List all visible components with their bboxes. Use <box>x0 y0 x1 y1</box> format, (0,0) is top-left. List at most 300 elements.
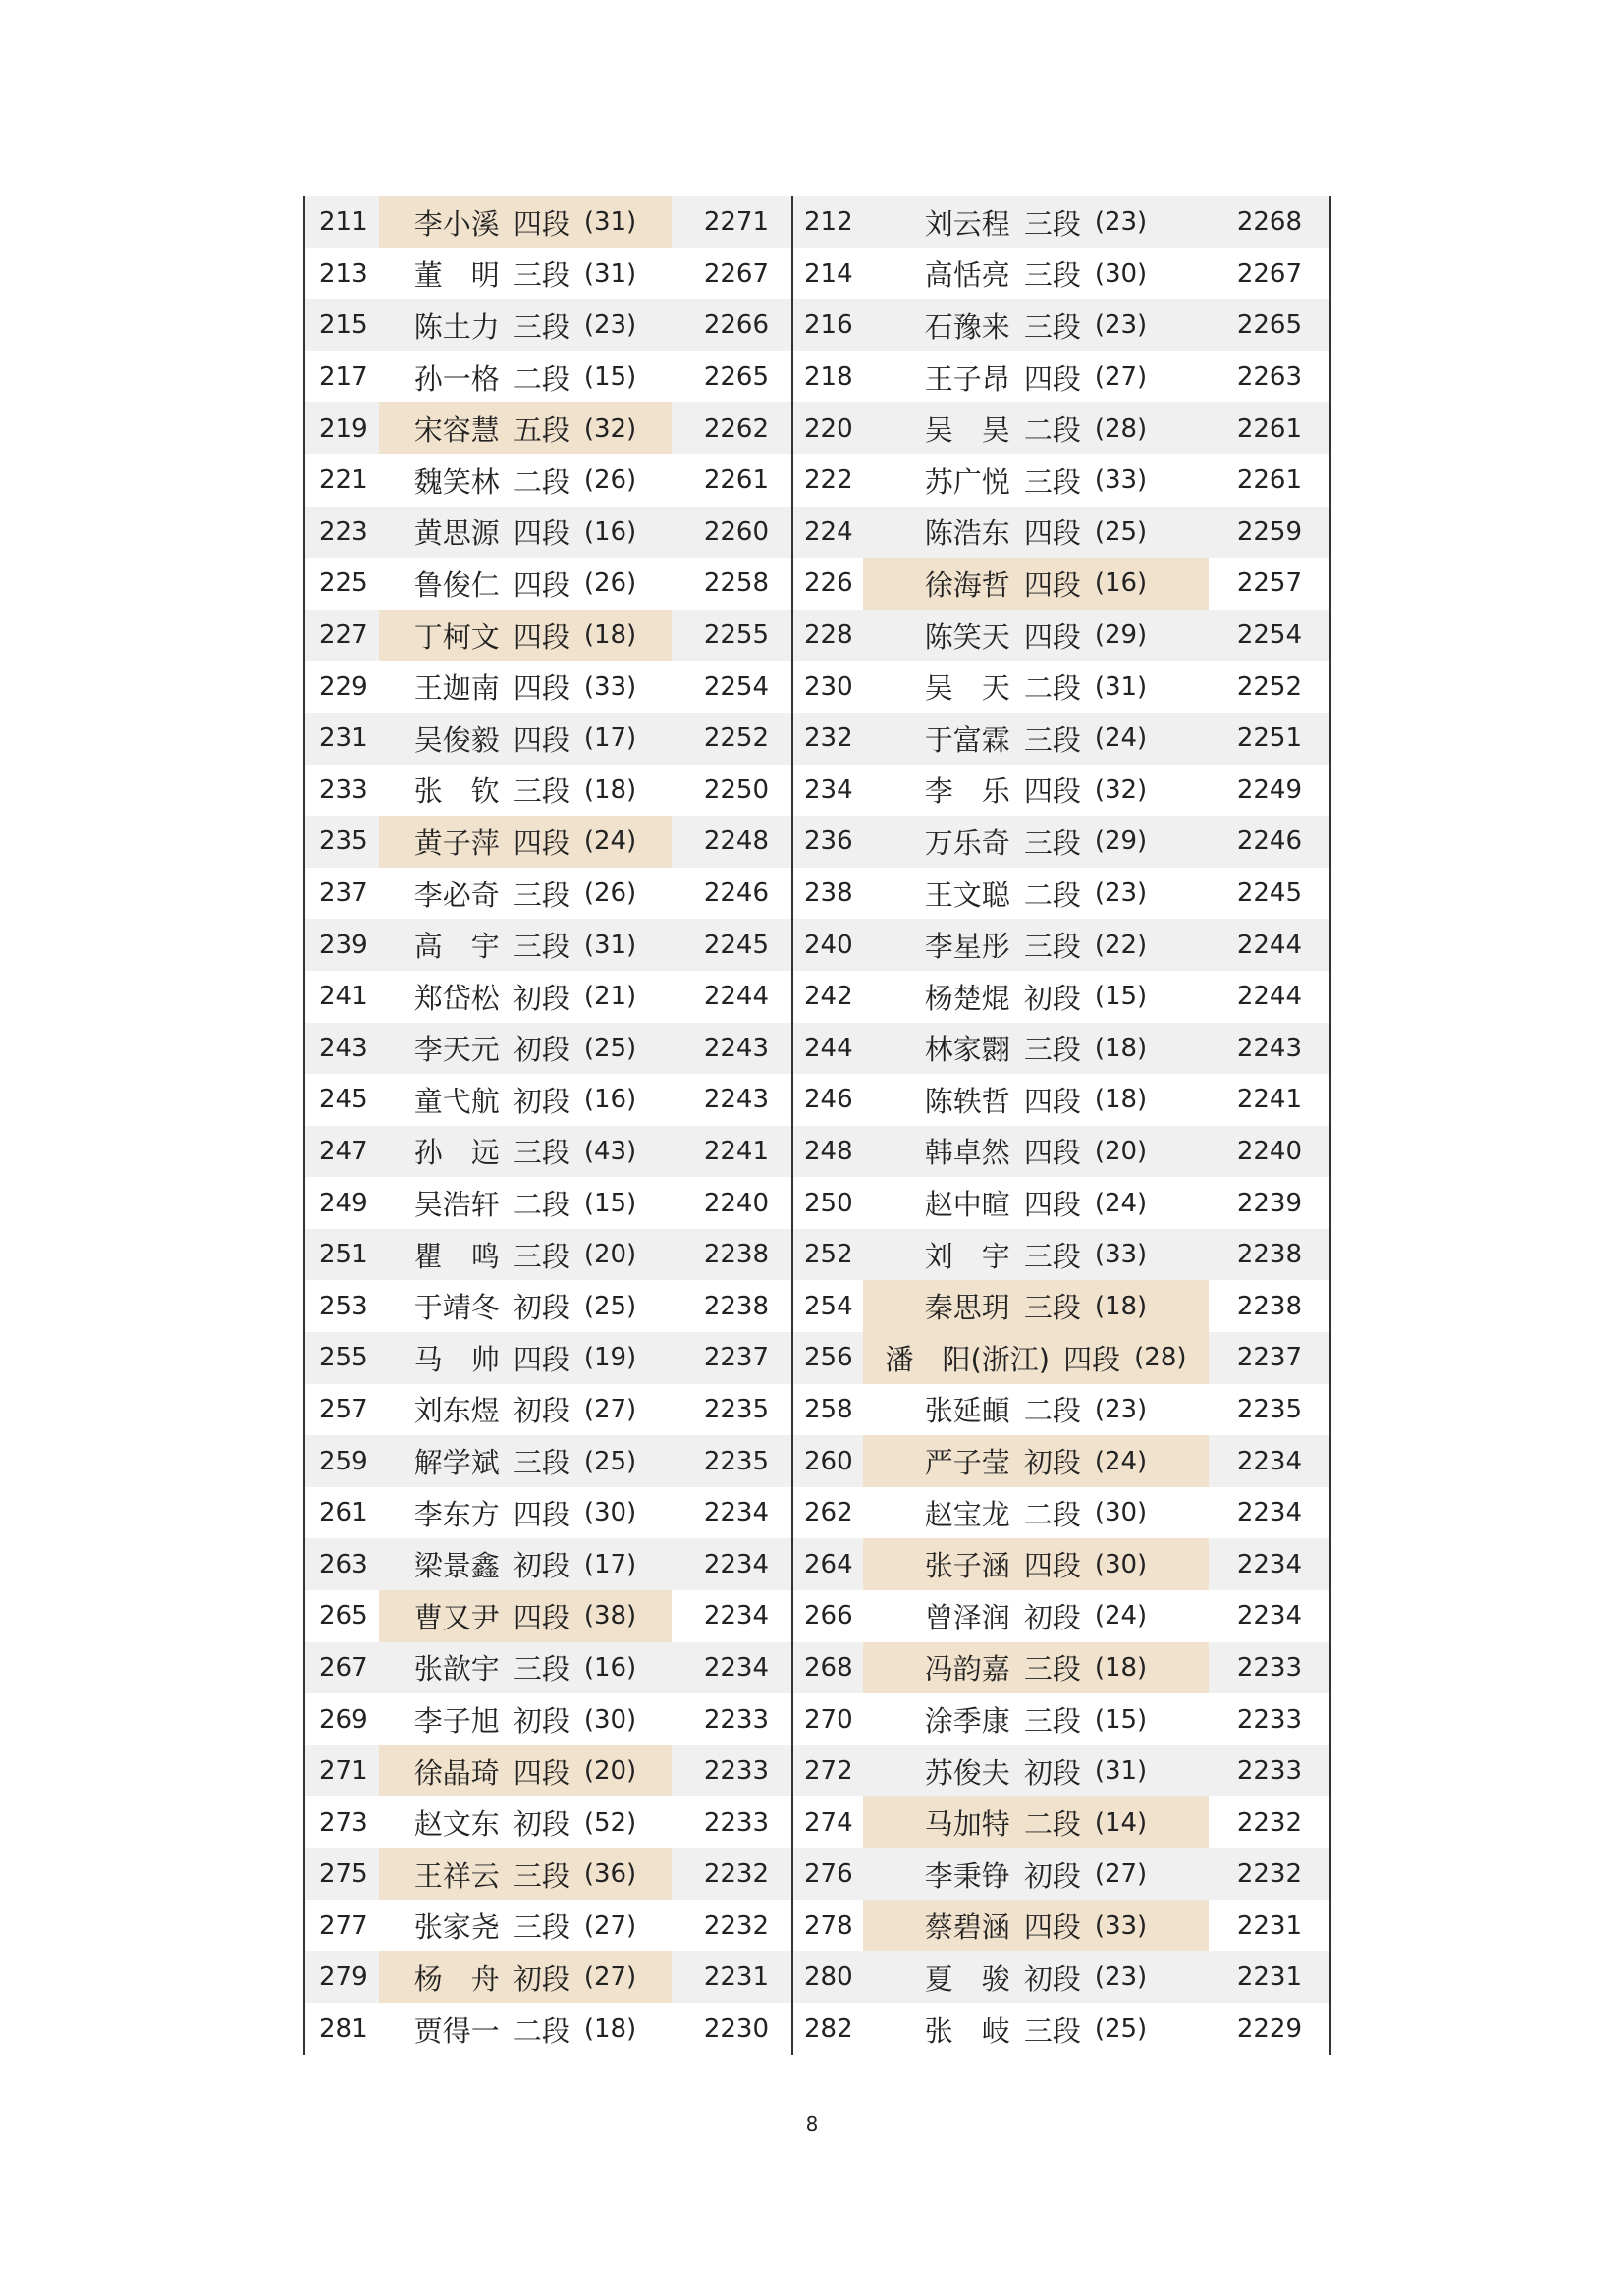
rank: 245 <box>319 1085 368 1115</box>
dan-rank: 二段 <box>1023 671 1081 706</box>
player-cell <box>863 816 1209 868</box>
rank: 249 <box>319 1188 368 1218</box>
rank: 252 <box>804 1240 853 1270</box>
dan-rank: 初段 <box>513 1033 570 1067</box>
player-name: 刘 宇 <box>924 1239 1010 1273</box>
dan-rank: 四段 <box>513 826 570 860</box>
table-row <box>305 1900 1329 1952</box>
player-cell <box>379 1487 672 1539</box>
player-cell <box>863 1280 1209 1332</box>
dan-rank: 二段 <box>1023 878 1081 912</box>
player-name: 秦思玥 <box>924 1291 1010 1325</box>
rating: 2241 <box>1236 1085 1302 1115</box>
rating: 2261 <box>1236 413 1302 444</box>
player-cell <box>863 1023 1209 1075</box>
player-age: (38) <box>583 1601 637 1631</box>
dan-rank: 初段 <box>1023 1961 1081 1996</box>
player-entry <box>792 1796 1329 1848</box>
dan-rank: 三段 <box>513 1136 570 1170</box>
player-name: 张 钦 <box>413 774 500 809</box>
player-cell <box>379 1280 672 1332</box>
rating: 2233 <box>1236 1756 1302 1787</box>
dan-rank: 二段 <box>1023 1807 1081 1842</box>
player-entry <box>305 1796 792 1848</box>
rating: 2234 <box>703 1549 769 1579</box>
table-row <box>305 299 1329 351</box>
rank: 251 <box>319 1240 368 1270</box>
rank: 222 <box>804 465 853 496</box>
rating: 2266 <box>703 310 769 341</box>
player-name: 李天元 <box>413 1033 500 1067</box>
player-name: 万乐奇 <box>924 826 1010 860</box>
player-name: 张子涵 <box>924 1549 1010 1583</box>
rank: 214 <box>804 258 853 289</box>
player-entry <box>305 868 792 920</box>
rating: 2261 <box>1236 465 1302 496</box>
rating: 2267 <box>1236 258 1302 289</box>
player-age: (16) <box>1094 568 1148 599</box>
player-age: (27) <box>583 1910 637 1941</box>
dan-rank: 四段 <box>513 1342 570 1376</box>
rating: 2255 <box>703 620 769 651</box>
player-name: 李必奇 <box>413 878 500 912</box>
rank: 274 <box>804 1807 853 1838</box>
player-name: 张家尧 <box>413 1910 500 1945</box>
player-age: (43) <box>583 1136 637 1166</box>
dan-rank: 三段 <box>513 1652 570 1686</box>
rank: 224 <box>804 516 853 547</box>
player-cell <box>379 454 672 507</box>
player-age: (29) <box>1094 620 1148 651</box>
player-entry <box>305 402 792 454</box>
player-entry <box>305 2003 792 2056</box>
rating: 2246 <box>1236 827 1302 857</box>
dan-rank: 三段 <box>1023 1239 1081 1273</box>
player-cell <box>863 1229 1209 1281</box>
player-cell <box>379 1023 672 1075</box>
rating: 2244 <box>703 982 769 1012</box>
dan-rank: 四段 <box>1023 567 1081 602</box>
player-entry <box>305 1642 792 1694</box>
table-row <box>305 1848 1329 1900</box>
dan-rank: 初段 <box>513 1961 570 1996</box>
player-cell <box>863 765 1209 817</box>
player-entry <box>792 1848 1329 1900</box>
player-cell <box>863 299 1209 351</box>
rating: 2257 <box>1236 568 1302 599</box>
player-age: (31) <box>1094 671 1148 702</box>
rank: 260 <box>804 1446 853 1476</box>
dan-rank: 二段 <box>1023 1497 1081 1531</box>
player-cell <box>863 402 1209 454</box>
player-entry <box>305 1229 792 1281</box>
dan-rank: 三段 <box>513 1858 570 1893</box>
rating: 2254 <box>703 671 769 702</box>
player-entry <box>792 919 1329 971</box>
player-age: (24) <box>583 827 637 857</box>
player-cell <box>379 402 672 454</box>
player-entry <box>792 765 1329 817</box>
player-age: (19) <box>583 1343 637 1373</box>
rating: 2233 <box>703 1756 769 1787</box>
player-name: 李子旭 <box>413 1704 500 1738</box>
player-name: 丁柯文 <box>413 619 500 654</box>
player-name: 孙一格 <box>413 361 500 396</box>
table-row <box>305 713 1329 765</box>
dan-rank: 四段 <box>513 516 570 551</box>
player-name: 李东方 <box>413 1497 500 1531</box>
rating: 2252 <box>703 723 769 754</box>
player-cell <box>863 196 1209 248</box>
table-row <box>305 558 1329 610</box>
player-age: (27) <box>1094 362 1148 393</box>
rank: 278 <box>804 1910 853 1941</box>
rating: 2234 <box>1236 1498 1302 1528</box>
player-name: 石豫来 <box>924 309 1010 344</box>
table-row <box>305 1435 1329 1487</box>
dan-rank: 初段 <box>1023 1446 1081 1480</box>
player-name: 马加特 <box>924 1807 1010 1842</box>
player-cell <box>379 919 672 971</box>
player-entry <box>792 1693 1329 1745</box>
player-age: (23) <box>1094 879 1148 909</box>
player-cell <box>863 1126 1209 1178</box>
player-cell <box>863 971 1209 1023</box>
rank: 272 <box>804 1756 853 1787</box>
player-name: 陈土力 <box>413 309 500 344</box>
player-age: (23) <box>583 310 637 341</box>
player-name: 冯韵嘉 <box>924 1652 1010 1686</box>
table-row <box>305 1023 1329 1075</box>
rating: 2229 <box>1236 2014 1302 2045</box>
rating: 2268 <box>1236 207 1302 238</box>
player-age: (52) <box>583 1807 637 1838</box>
player-entry <box>305 1435 792 1487</box>
player-cell <box>379 1332 672 1384</box>
player-cell <box>379 765 672 817</box>
dan-rank: 三段 <box>1023 464 1081 499</box>
player-name: 黄子萍 <box>413 826 500 860</box>
rating: 2235 <box>1236 1394 1302 1424</box>
rating: 2233 <box>703 1704 769 1735</box>
dan-rank: 四段 <box>1063 1342 1121 1376</box>
player-cell <box>863 1745 1209 1797</box>
player-entry <box>305 1280 792 1332</box>
player-name: 马 帅 <box>413 1342 500 1376</box>
player-name: 解学斌 <box>413 1446 500 1480</box>
player-age: (31) <box>583 258 637 289</box>
dan-rank: 四段 <box>513 1497 570 1531</box>
dan-rank: 四段 <box>1023 1136 1081 1170</box>
player-name: 鲁俊仁 <box>413 567 500 602</box>
player-age: (16) <box>583 1652 637 1682</box>
dan-rank: 四段 <box>1023 1910 1081 1945</box>
page-number: 8 <box>805 2112 819 2136</box>
rating: 2254 <box>1236 620 1302 651</box>
player-cell <box>863 1590 1209 1642</box>
player-name: 梁景鑫 <box>413 1549 500 1583</box>
dan-rank: 三段 <box>513 1446 570 1480</box>
rating: 2233 <box>1236 1704 1302 1735</box>
rank: 263 <box>319 1549 368 1579</box>
table-row <box>305 1951 1329 2003</box>
player-name: 张延頔 <box>924 1394 1010 1428</box>
rating: 2258 <box>703 568 769 599</box>
player-age: (18) <box>1094 1291 1148 1321</box>
player-cell <box>379 351 672 403</box>
rating: 2252 <box>1236 671 1302 702</box>
player-age: (27) <box>583 1962 637 1993</box>
rating: 2240 <box>703 1188 769 1218</box>
player-cell <box>379 558 672 610</box>
player-entry <box>792 507 1329 559</box>
player-entry <box>305 248 792 300</box>
rating: 2232 <box>1236 1859 1302 1890</box>
player-name: 魏笑林 <box>413 464 500 499</box>
player-age: (24) <box>1094 1446 1148 1476</box>
rating: 2234 <box>703 1652 769 1682</box>
rank: 273 <box>319 1807 368 1838</box>
player-cell <box>379 1848 672 1900</box>
player-age: (18) <box>1094 1652 1148 1682</box>
player-name: 张歆宇 <box>413 1652 500 1686</box>
player-name: 苏广悦 <box>924 464 1010 499</box>
player-age: (20) <box>583 1240 637 1270</box>
player-name: 王文聪 <box>924 878 1010 912</box>
dan-rank: 二段 <box>513 2013 570 2048</box>
rating: 2233 <box>703 1807 769 1838</box>
player-age: (31) <box>583 207 637 238</box>
rating: 2243 <box>703 1033 769 1063</box>
player-age: (30) <box>1094 1498 1148 1528</box>
player-cell <box>379 1796 672 1848</box>
dan-rank: 三段 <box>513 878 570 912</box>
rank: 230 <box>804 671 853 702</box>
rank: 228 <box>804 620 853 651</box>
dan-rank: 四段 <box>1023 1188 1081 1222</box>
rating: 2251 <box>1236 723 1302 754</box>
player-entry <box>792 868 1329 920</box>
player-name: 宋容慧 <box>413 413 500 448</box>
player-entry <box>792 610 1329 662</box>
player-cell <box>863 610 1209 662</box>
player-name: 黄思源 <box>413 516 500 551</box>
rank: 261 <box>319 1498 368 1528</box>
player-age: (15) <box>1094 1704 1148 1735</box>
rank: 266 <box>804 1601 853 1631</box>
rank: 270 <box>804 1704 853 1735</box>
dan-rank: 三段 <box>1023 826 1081 860</box>
player-age: (33) <box>1094 465 1148 496</box>
player-age: (18) <box>1094 1033 1148 1063</box>
rank: 235 <box>319 827 368 857</box>
player-cell <box>379 610 672 662</box>
dan-rank: 四段 <box>513 1600 570 1634</box>
dan-rank: 三段 <box>1023 930 1081 964</box>
player-cell <box>863 351 1209 403</box>
player-cell <box>379 1074 672 1126</box>
player-entry <box>792 454 1329 507</box>
rank: 255 <box>319 1343 368 1373</box>
rank: 271 <box>319 1756 368 1787</box>
rating: 2243 <box>703 1085 769 1115</box>
player-age: (17) <box>583 723 637 754</box>
player-cell <box>379 248 672 300</box>
table-row <box>305 1796 1329 1848</box>
player-entry <box>792 1642 1329 1694</box>
player-entry <box>792 816 1329 868</box>
player-name: 高 宇 <box>413 930 500 964</box>
rank: 281 <box>319 2014 368 2045</box>
player-cell <box>379 1900 672 1952</box>
player-name: 王祥云 <box>413 1858 500 1893</box>
player-cell <box>379 661 672 713</box>
player-age: (36) <box>583 1859 637 1890</box>
player-cell <box>379 868 672 920</box>
player-entry <box>792 1435 1329 1487</box>
player-entry <box>792 299 1329 351</box>
rating: 2261 <box>703 465 769 496</box>
dan-rank: 四段 <box>513 206 570 240</box>
player-age: (26) <box>583 568 637 599</box>
player-age: (15) <box>583 362 637 393</box>
player-entry <box>792 248 1329 300</box>
rank: 240 <box>804 930 853 960</box>
player-cell <box>863 1435 1209 1487</box>
player-entry <box>305 1693 792 1745</box>
player-age: (20) <box>1094 1136 1148 1166</box>
player-cell <box>379 1177 672 1229</box>
player-entry <box>305 1590 792 1642</box>
dan-rank: 初段 <box>1023 981 1081 1015</box>
table-row <box>305 868 1329 920</box>
rating: 2244 <box>1236 930 1302 960</box>
dan-rank: 初段 <box>513 981 570 1015</box>
dan-rank: 二段 <box>1023 413 1081 448</box>
dan-rank: 四段 <box>513 619 570 654</box>
rating: 2245 <box>1236 879 1302 909</box>
player-entry <box>792 1280 1329 1332</box>
player-cell <box>379 1745 672 1797</box>
rank: 231 <box>319 723 368 754</box>
rating: 2259 <box>1236 516 1302 547</box>
table-row <box>305 971 1329 1023</box>
player-name: 涂季康 <box>924 1704 1010 1738</box>
player-entry <box>305 919 792 971</box>
table-row <box>305 196 1329 248</box>
rank: 218 <box>804 362 853 393</box>
rating: 2234 <box>703 1601 769 1631</box>
dan-rank: 五段 <box>513 413 570 448</box>
table-row <box>305 402 1329 454</box>
rank: 265 <box>319 1601 368 1631</box>
dan-rank: 二段 <box>513 464 570 499</box>
table-row <box>305 1642 1329 1694</box>
dan-rank: 四段 <box>513 1755 570 1789</box>
player-entry <box>792 402 1329 454</box>
player-name: 李星彤 <box>924 930 1010 964</box>
player-entry <box>305 1538 792 1590</box>
dan-rank: 四段 <box>1023 619 1081 654</box>
player-age: (31) <box>583 930 637 960</box>
player-cell <box>863 1693 1209 1745</box>
player-name: 徐晶琦 <box>413 1755 500 1789</box>
player-entry <box>792 1177 1329 1229</box>
player-age: (23) <box>1094 310 1148 341</box>
player-name: 陈笑天 <box>924 619 1010 654</box>
table-row <box>305 1693 1329 1745</box>
player-age: (28) <box>1134 1343 1187 1373</box>
table-row <box>305 661 1329 713</box>
player-name: 曹又尹 <box>413 1600 500 1634</box>
player-cell <box>379 299 672 351</box>
player-name: 夏 骏 <box>924 1961 1010 1996</box>
player-age: (29) <box>1094 827 1148 857</box>
rating: 2238 <box>1236 1291 1302 1321</box>
rating: 2262 <box>703 413 769 444</box>
player-age: (18) <box>1094 1085 1148 1115</box>
rating: 2235 <box>703 1446 769 1476</box>
dan-rank: 三段 <box>1023 206 1081 240</box>
rating: 2237 <box>703 1343 769 1373</box>
player-cell <box>863 1951 1209 2003</box>
player-entry <box>305 1126 792 1178</box>
player-cell <box>379 1384 672 1436</box>
player-cell <box>379 971 672 1023</box>
rating: 2234 <box>703 1498 769 1528</box>
table-row <box>305 1126 1329 1178</box>
player-cell <box>863 713 1209 765</box>
player-cell <box>863 1538 1209 1590</box>
table-row <box>305 2003 1329 2056</box>
player-entry <box>792 1126 1329 1178</box>
player-age: (14) <box>1094 1807 1148 1838</box>
player-name: 张 岐 <box>924 2013 1010 2048</box>
rating: 2231 <box>1236 1910 1302 1941</box>
player-cell <box>863 1642 1209 1694</box>
table-row <box>305 1487 1329 1539</box>
player-cell <box>379 1693 672 1745</box>
player-name: 童弋航 <box>413 1084 500 1118</box>
player-name: 吴 天 <box>924 671 1010 706</box>
player-cell <box>863 1384 1209 1436</box>
player-cell <box>863 1177 1209 1229</box>
dan-rank: 三段 <box>513 258 570 293</box>
dan-rank: 三段 <box>513 1910 570 1945</box>
table-row <box>305 507 1329 559</box>
player-age: (33) <box>1094 1240 1148 1270</box>
player-cell <box>379 2003 672 2056</box>
player-name: 苏俊夫 <box>924 1755 1010 1789</box>
table-row <box>305 454 1329 507</box>
table-row <box>305 1384 1329 1436</box>
player-age: (25) <box>1094 516 1148 547</box>
rating: 2271 <box>703 207 769 238</box>
dan-rank: 初段 <box>1023 1600 1081 1634</box>
player-age: (25) <box>1094 2014 1148 2045</box>
player-cell <box>379 1951 672 2003</box>
player-entry <box>792 1538 1329 1590</box>
rating: 2244 <box>1236 982 1302 1012</box>
player-entry <box>792 1384 1329 1436</box>
player-entry <box>792 1900 1329 1952</box>
player-entry <box>305 351 792 403</box>
player-entry <box>305 1487 792 1539</box>
player-name: 吴俊毅 <box>413 722 500 757</box>
rank: 247 <box>319 1136 368 1166</box>
table-row <box>305 1538 1329 1590</box>
rank: 227 <box>319 620 368 651</box>
